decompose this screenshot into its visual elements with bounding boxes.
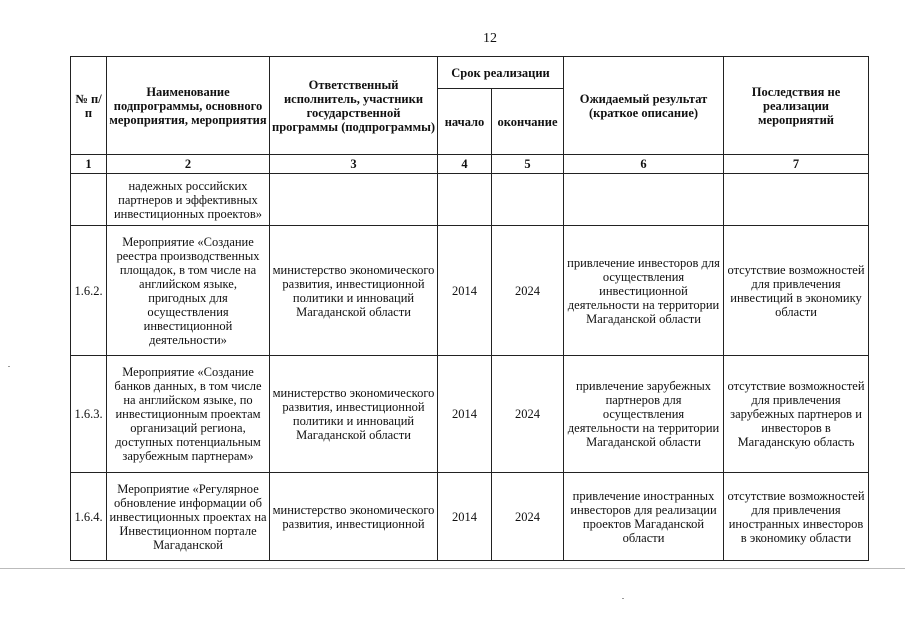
cell-result xyxy=(564,174,724,226)
table-row xyxy=(71,356,869,473)
scan-speck xyxy=(622,598,624,599)
cell-consequences xyxy=(724,174,869,226)
cell-end: 2024 xyxy=(492,473,564,561)
cell-num: 1.6.3. xyxy=(71,356,107,473)
header-num: № п/п xyxy=(71,57,107,155)
cell-consequences: отсутствие возможностей для привлечения инвестиций в экономику области xyxy=(724,226,869,356)
column-number: 1 xyxy=(71,155,107,174)
cell-start: 2014 xyxy=(438,473,492,561)
header-result: Ожидаемый результат (краткое описание) xyxy=(564,57,724,155)
cell-executor: министерство экономического развития, инвестиционной политики и инноваций Магаданской области xyxy=(270,226,438,356)
cell-name: Мероприятие «Создание банков данных, в том числе на английском языке, по инвестиционным проектам организаций региона, доступных потенциальным зарубежным партнерам» xyxy=(107,356,270,473)
cell-start xyxy=(438,174,492,226)
column-number: 5 xyxy=(492,155,564,174)
cell-executor xyxy=(270,174,438,226)
column-number: 7 xyxy=(724,155,869,174)
cell-end: 2024 xyxy=(492,356,564,473)
cell-result: привлечение инвесторов для осуществления инвестиционной деятельности на территории Магаданской области xyxy=(564,226,724,356)
cell-consequences: отсутствие возможностей для привлечения иностранных инвесторов в экономику области xyxy=(724,473,869,561)
cell-end xyxy=(492,174,564,226)
cell-name: Мероприятие «Регулярное обновление информации об инвестиционных проектах на Инвестиционном портале Магаданской xyxy=(107,473,270,561)
column-numbers-row xyxy=(71,155,869,174)
cell-name: Мероприятие «Создание реестра производственных площадок, в том числе на английском языке, пригодных для осуществления инвестиционной деятельности» xyxy=(107,226,270,356)
program-table xyxy=(70,56,869,561)
header-executor: Ответственный исполнитель, участники государственной программы (подпрограммы) xyxy=(270,57,438,155)
column-number: 2 xyxy=(107,155,270,174)
cell-executor: министерство экономического развития, инвестиционной политики и инноваций Магаданской области xyxy=(270,356,438,473)
column-number: 6 xyxy=(564,155,724,174)
header-consequences: Последствия не реализации мероприятий xyxy=(724,57,869,155)
page-number: 12 xyxy=(483,31,497,46)
header-period: Срок реализации xyxy=(438,57,564,89)
cell-result: привлечение иностранных инвесторов для реализации проектов Магаданской области xyxy=(564,473,724,561)
header-start: начало xyxy=(438,89,492,155)
scan-speck xyxy=(8,366,10,367)
cell-start: 2014 xyxy=(438,356,492,473)
header-end: окончание xyxy=(492,89,564,155)
scan-edge-line xyxy=(0,568,905,569)
header-row-top xyxy=(71,57,869,89)
cell-executor: министерство экономического развития, инвестиционной xyxy=(270,473,438,561)
cell-end: 2024 xyxy=(492,226,564,356)
table-row xyxy=(71,473,869,561)
cell-result: привлечение зарубежных партнеров для осуществления деятельности на территории Магаданской области xyxy=(564,356,724,473)
cell-name: надежных российских партнеров и эффективных инвестиционных проектов» xyxy=(107,174,270,226)
column-number: 4 xyxy=(438,155,492,174)
header-name: Наименование подпрограммы, основного мероприятия, мероприятия xyxy=(107,57,270,155)
table-row-continuation xyxy=(71,174,869,226)
cell-num: 1.6.2. xyxy=(71,226,107,356)
cell-num: 1.6.4. xyxy=(71,473,107,561)
cell-consequences: отсутствие возможностей для привлечения зарубежных партнеров и инвесторов в Магаданскую область xyxy=(724,356,869,473)
column-number: 3 xyxy=(270,155,438,174)
cell-num xyxy=(71,174,107,226)
table-row xyxy=(71,226,869,356)
cell-start: 2014 xyxy=(438,226,492,356)
